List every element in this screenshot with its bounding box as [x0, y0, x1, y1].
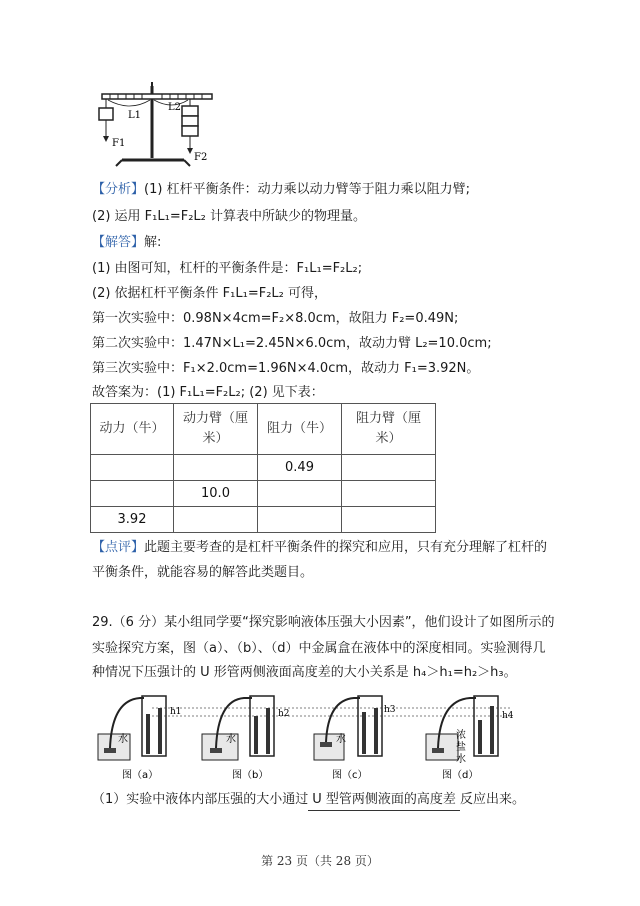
caption-c: 图（c） [332, 770, 368, 781]
table-cell [91, 481, 174, 507]
table-header-row [91, 404, 436, 455]
table-header-cell: 动力臂（厘 米） [174, 404, 258, 455]
table-row [91, 481, 436, 507]
caption-b: 图（b） [232, 770, 269, 781]
q29-line-3: 种情况下压强计的 U 形管两侧液面高度差的大小关系是 h₄＞h₁=h₂＞h₃。 [92, 665, 517, 680]
caption-a: 图（a） [122, 770, 159, 781]
figure-b [202, 696, 290, 781]
page-footer: 第 23 页（共 28 页） [261, 854, 379, 868]
solution-line: 第三次实验中：F₁×2.0cm=1.96N×4.0cm，故动力 F₁=3.92N。 [92, 361, 480, 376]
analysis-text-1: (1) 杠杆平衡条件：动力乘以动力臂等于阻力乘以阻力臂; [144, 182, 470, 197]
q29-line-2: 实验探究方案，图（a）、（b）、（d）中金属盒在液体中的深度相同。实验测得几 [92, 641, 546, 656]
figure-d [426, 696, 514, 781]
comment-text-1: 此题主要考查的是杠杆平衡条件的探究和应用，只有充分理解了杠杆的 [144, 540, 548, 555]
liquid-label-d-3: 水 [456, 754, 466, 765]
solution-line: (1) 由图可知，杠杆的平衡条件是：F₁L₁=F₂L₂; [92, 261, 363, 276]
comment-tag: 【点评】 [92, 540, 145, 555]
liquid-label-d-1: 浓 [456, 730, 466, 741]
h2-label: h2 [278, 709, 290, 719]
table-cell: 0.49 [258, 455, 342, 481]
h1-label: h1 [170, 707, 182, 717]
comment-line-1 [92, 538, 547, 558]
q1-answer: U 型管两侧液面的高度差 [308, 790, 460, 811]
figure-a [98, 696, 182, 781]
answer-table [90, 403, 436, 533]
analysis-line-1 [92, 180, 470, 200]
analysis-line-2: (2) 运用 F₁L₁=F₂L₂ 计算表中所缺少的物理量。 [92, 209, 366, 224]
table-cell [91, 455, 174, 481]
table-header-cell: 动力（牛） [91, 404, 174, 455]
q1-suffix: 反应出来。 [459, 792, 525, 807]
solution-line: 故答案为：(1) F₁L₁=F₂L₂; (2) 见下表： [92, 385, 324, 400]
solution-tag-suffix: 解: [144, 235, 162, 250]
table-row [91, 455, 436, 481]
solution-line: 第一次实验中：0.98N×4cm=F₂×8.0cm，故阻力 F₂=0.49N; [92, 311, 459, 326]
liquid-label-a: 水 [118, 734, 128, 745]
lever-label-l2: L2 [168, 102, 182, 113]
h3-label: h3 [384, 705, 396, 715]
table-header-cell: 阻力（牛） [258, 404, 342, 455]
q29-line-1: 29.（6 分）某小组同学要“探究影响液体压强大小因素”，他们设计了如图所示的 [92, 615, 555, 630]
table-cell [174, 455, 258, 481]
solution-line: (2) 依据杠杆平衡条件 F₁L₁=F₂L₂ 可得， [92, 286, 327, 301]
comment-line-2: 平衡条件，就能容易的解答此类题目。 [92, 565, 314, 580]
table-cell [258, 481, 342, 507]
table-cell: 10.0 [174, 481, 258, 507]
solution-line: 第二次实验中：1.47N×L₁=2.45N×6.0cm，故动力臂 L₂=10.0cm; [92, 336, 492, 351]
solution-tag: 【解答】 [92, 235, 145, 250]
lever-label-f2: F2 [194, 152, 208, 163]
table-row [91, 507, 436, 533]
analysis-tag: 【分析】 [92, 182, 145, 197]
table-cell [342, 507, 436, 533]
q1-prefix: （1）实验中液体内部压强的大小通过 [92, 792, 309, 807]
table-header-cell: 阻力臂（厘 米） [342, 404, 436, 455]
lever-figure [92, 76, 242, 168]
solution-heading [92, 233, 161, 253]
liquid-label-d-2: 盐 [456, 742, 466, 753]
table-cell: 3.92 [91, 507, 174, 533]
pressure-figures [92, 690, 542, 782]
lever-label-f1: F1 [112, 138, 126, 149]
table-cell [174, 507, 258, 533]
table-cell [342, 481, 436, 507]
lever-label-l1: L1 [128, 110, 142, 121]
liquid-label-b: 水 [226, 734, 236, 745]
table-cell [342, 455, 436, 481]
q1-line [92, 790, 525, 811]
liquid-label-c: 水 [336, 734, 346, 745]
caption-d: 图（d） [442, 770, 479, 781]
h4-label: h4 [502, 711, 514, 721]
table-cell [258, 507, 342, 533]
figure-c [314, 696, 396, 781]
